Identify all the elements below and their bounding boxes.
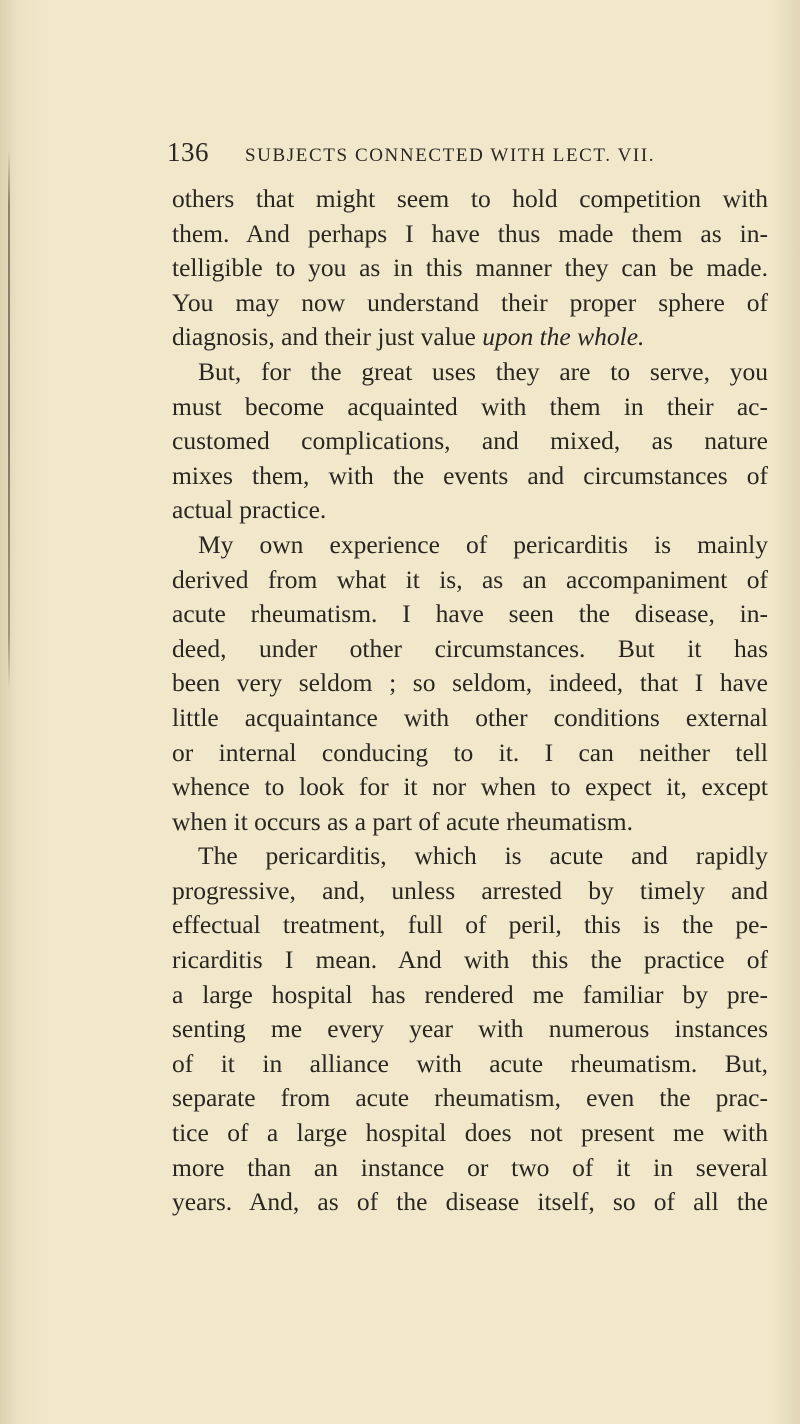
text-line: acute rheumatism. I have seen the disease, in- bbox=[172, 599, 768, 629]
text-line: progressive, and, unless arrested by timely and bbox=[172, 875, 768, 905]
text-line: been very seldom ; so seldom, indeed, that I have bbox=[172, 668, 768, 698]
body-text bbox=[172, 182, 768, 1220]
running-head bbox=[167, 132, 767, 172]
text-line: years. And, as of the disease itself, so of all the bbox=[172, 1187, 768, 1217]
text-line: actual practice. bbox=[172, 495, 327, 525]
text-line: must become acquainted with them in their ac- bbox=[172, 391, 768, 421]
text-line: more than an instance or two of it in several bbox=[172, 1152, 768, 1182]
italic-phrase: upon the whole. bbox=[482, 322, 645, 352]
text-line: senting me every year with numerous instances bbox=[172, 1014, 768, 1044]
text-line: effectual treatment, full of peril, this is the pe- bbox=[172, 910, 768, 940]
text-line: You may now understand their proper sphere of bbox=[172, 287, 768, 317]
text-line: The pericarditis, which is acute and rapidly bbox=[198, 841, 768, 871]
text-line: telligible to you as in this manner they can be made. bbox=[172, 253, 768, 283]
text-line bbox=[172, 320, 768, 355]
text-line: separate from acute rheumatism, even the prac- bbox=[172, 1083, 768, 1113]
text-line: deed, under other circumstances. But it has bbox=[172, 633, 768, 663]
text-line: or internal conducing to it. I can neither tell bbox=[172, 737, 768, 767]
page-number: 136 bbox=[167, 137, 209, 167]
text-line: tice of a large hospital does not present me with bbox=[172, 1118, 768, 1148]
text-line: little acquaintance with other conditions external bbox=[172, 702, 768, 732]
text-line: ricarditis I mean. And with this the practice of bbox=[172, 945, 768, 975]
text-line: mixes them, with the events and circumstances of bbox=[172, 460, 768, 490]
text-line: whence to look for it nor when to expect it, except bbox=[172, 772, 768, 802]
binding-gutter-shadow bbox=[8, 150, 10, 690]
text-line: But, for the great uses they are to serve, you bbox=[198, 356, 768, 386]
text-line: others that might seem to hold competition with bbox=[172, 184, 768, 213]
text-line: My own experience of pericarditis is mainly bbox=[198, 529, 768, 559]
text-line: customed complications, and mixed, as nature bbox=[172, 426, 768, 456]
running-title: SUBJECTS CONNECTED WITH LECT. VII. bbox=[245, 145, 656, 166]
text-line: a large hospital has rendered me familiar by pre- bbox=[172, 979, 768, 1009]
text-line: of it in alliance with acute rheumatism. But, bbox=[172, 1048, 768, 1078]
text-line: them. And perhaps I have thus made them as in- bbox=[172, 218, 768, 248]
text-span: diagnosis, and their just value bbox=[172, 322, 483, 352]
text-line: when it occurs as a part of acute rheumatism. bbox=[172, 806, 633, 836]
text-line: derived from what it is, as an accompaniment of bbox=[172, 564, 768, 594]
